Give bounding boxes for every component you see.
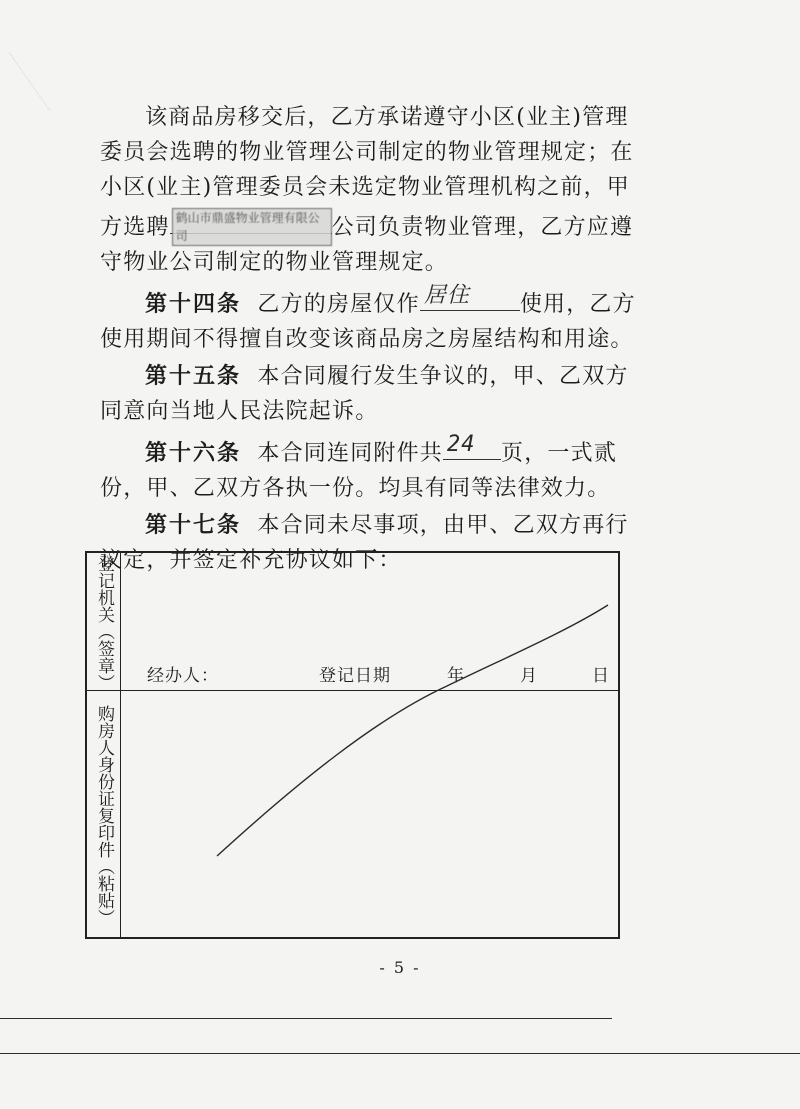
id-copy-label: 购房人身份证复印件（粘贴） (94, 704, 114, 926)
company-stamp: 鹤山市鼎盛物业管理有限公司 (172, 208, 332, 246)
registration-authority-label: 登记机关（签章） (94, 555, 114, 691)
pages-blank (443, 431, 501, 460)
footer-line-lower (0, 1053, 800, 1054)
year-label: 年 (447, 666, 465, 686)
article-14: 第十四条 乙方的房屋仅作 居住 使用，乙方使用期间不得擅自改变该商品房之房屋结构和用途。 (100, 282, 640, 357)
article-16: 第十六条 本合同连同附件共 24 页，一式贰份，甲、乙双方各执一份。均具有同等法律效力。 (100, 431, 640, 506)
registration-date-label: 登记日期 (319, 666, 391, 686)
management-company-blank (170, 205, 332, 243)
month-label: 月 (520, 666, 538, 686)
page-number: - 5 - (379, 958, 421, 977)
handler-label: 经办人： (147, 666, 219, 686)
footer-line-upper (0, 1018, 612, 1019)
registration-table (85, 551, 620, 939)
paragraph-property-management: 该商品房移交后，乙方承诺遵守小区(业主)管理委员会选聘的物业管理公司制定的物业管理规定；在小区(业主)管理委员会未选定物业管理机构之前，甲方选聘 鹤山市鼎盛物业管理有限公司 公司负责物业管理，乙方应遵守物业公司制定的物业管理规定。 (100, 105, 634, 275)
contract-body (100, 100, 640, 578)
article-17: 第十七条 本合同未尽事项，由甲、乙双方再行议定，并签定补充协议如下： (100, 513, 629, 573)
article-15: 第十五条 本合同履行发生争议的，甲、乙双方同意向当地人民法院起诉。 (100, 364, 629, 424)
day-label: 日 (592, 666, 610, 686)
usage-blank (420, 282, 520, 311)
pages-handwriting: 24 (447, 432, 476, 457)
usage-handwriting: 居住 (423, 283, 470, 308)
scan-smudge (9, 0, 148, 110)
void-diagonal-stroke (87, 553, 618, 937)
